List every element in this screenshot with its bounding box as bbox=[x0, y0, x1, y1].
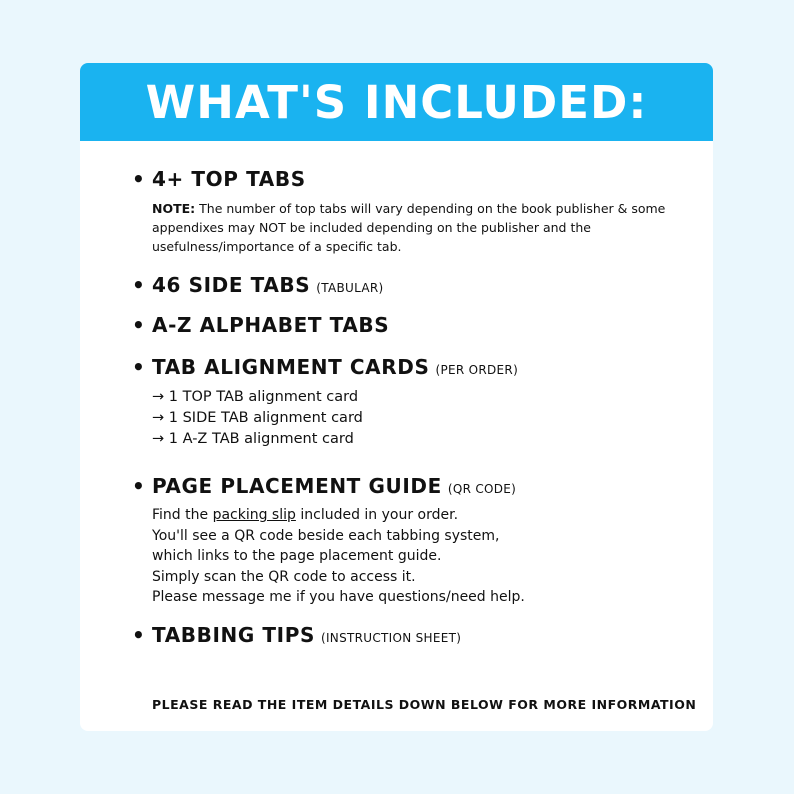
bullet-icon: • bbox=[132, 273, 145, 297]
item-title: PAGE PLACEMENT GUIDE bbox=[152, 474, 442, 498]
bullet-icon: • bbox=[132, 167, 145, 191]
included-card bbox=[80, 63, 713, 731]
item-title: TAB ALIGNMENT CARDS bbox=[152, 355, 430, 379]
list-item-tabbing-tips bbox=[132, 623, 693, 647]
alignment-card-line: → 1 TOP TAB alignment card bbox=[152, 389, 359, 405]
bullet-icon: • bbox=[132, 474, 145, 498]
bullet-icon: • bbox=[132, 313, 145, 337]
footer-note: PLEASE READ THE ITEM DETAILS DOWN BELOW FOR MORE INFORMATION bbox=[152, 697, 697, 712]
para-text: Find the bbox=[152, 507, 213, 523]
para-line: Please message me if you have questions/need help. bbox=[152, 589, 525, 605]
list-item-alignment-cards bbox=[132, 355, 693, 450]
item-subtitle: (QR CODE) bbox=[447, 482, 517, 496]
placement-guide-text bbox=[152, 505, 693, 608]
para-line: which links to the page placement guide. bbox=[152, 548, 442, 564]
list-item-page-placement-guide bbox=[132, 474, 693, 608]
note-text: The number of top tabs will vary depending on the book publisher & some appendixes may NOT be included depending on the publisher and the usefulness/importance of a specific tab. bbox=[152, 201, 666, 254]
alignment-card-line: → 1 A-Z TAB alignment card bbox=[152, 431, 354, 447]
list-item-side-tabs bbox=[132, 273, 693, 297]
bullet-icon: • bbox=[132, 623, 145, 647]
item-note bbox=[152, 199, 693, 256]
list-item-top-tabs bbox=[132, 167, 693, 256]
para-line: Simply scan the QR code to access it. bbox=[152, 568, 416, 585]
item-subtitle: (INSTRUCTION SHEET) bbox=[320, 631, 462, 645]
title-banner bbox=[80, 63, 713, 141]
note-label: NOTE: bbox=[152, 201, 196, 216]
packing-slip-text: packing slip bbox=[212, 507, 296, 523]
alignment-card-list bbox=[152, 387, 693, 450]
bullet-icon: • bbox=[132, 355, 145, 379]
list-item-alphabet-tabs bbox=[132, 313, 693, 337]
item-subtitle: (PER ORDER) bbox=[435, 363, 519, 377]
item-subtitle: (TABULAR) bbox=[316, 281, 384, 295]
para-text: included in your order. bbox=[295, 507, 459, 523]
item-title: 46 SIDE TABS bbox=[152, 273, 311, 297]
para-line: You'll see a QR code beside each tabbing system, bbox=[152, 527, 500, 544]
page-title: WHAT'S INCLUDED: bbox=[145, 75, 648, 129]
item-title: 4+ TOP TABS bbox=[152, 167, 306, 191]
item-title: A-Z ALPHABET TABS bbox=[152, 313, 390, 337]
item-title: TABBING TIPS bbox=[152, 623, 315, 647]
alignment-card-line: → 1 SIDE TAB alignment card bbox=[152, 410, 363, 426]
